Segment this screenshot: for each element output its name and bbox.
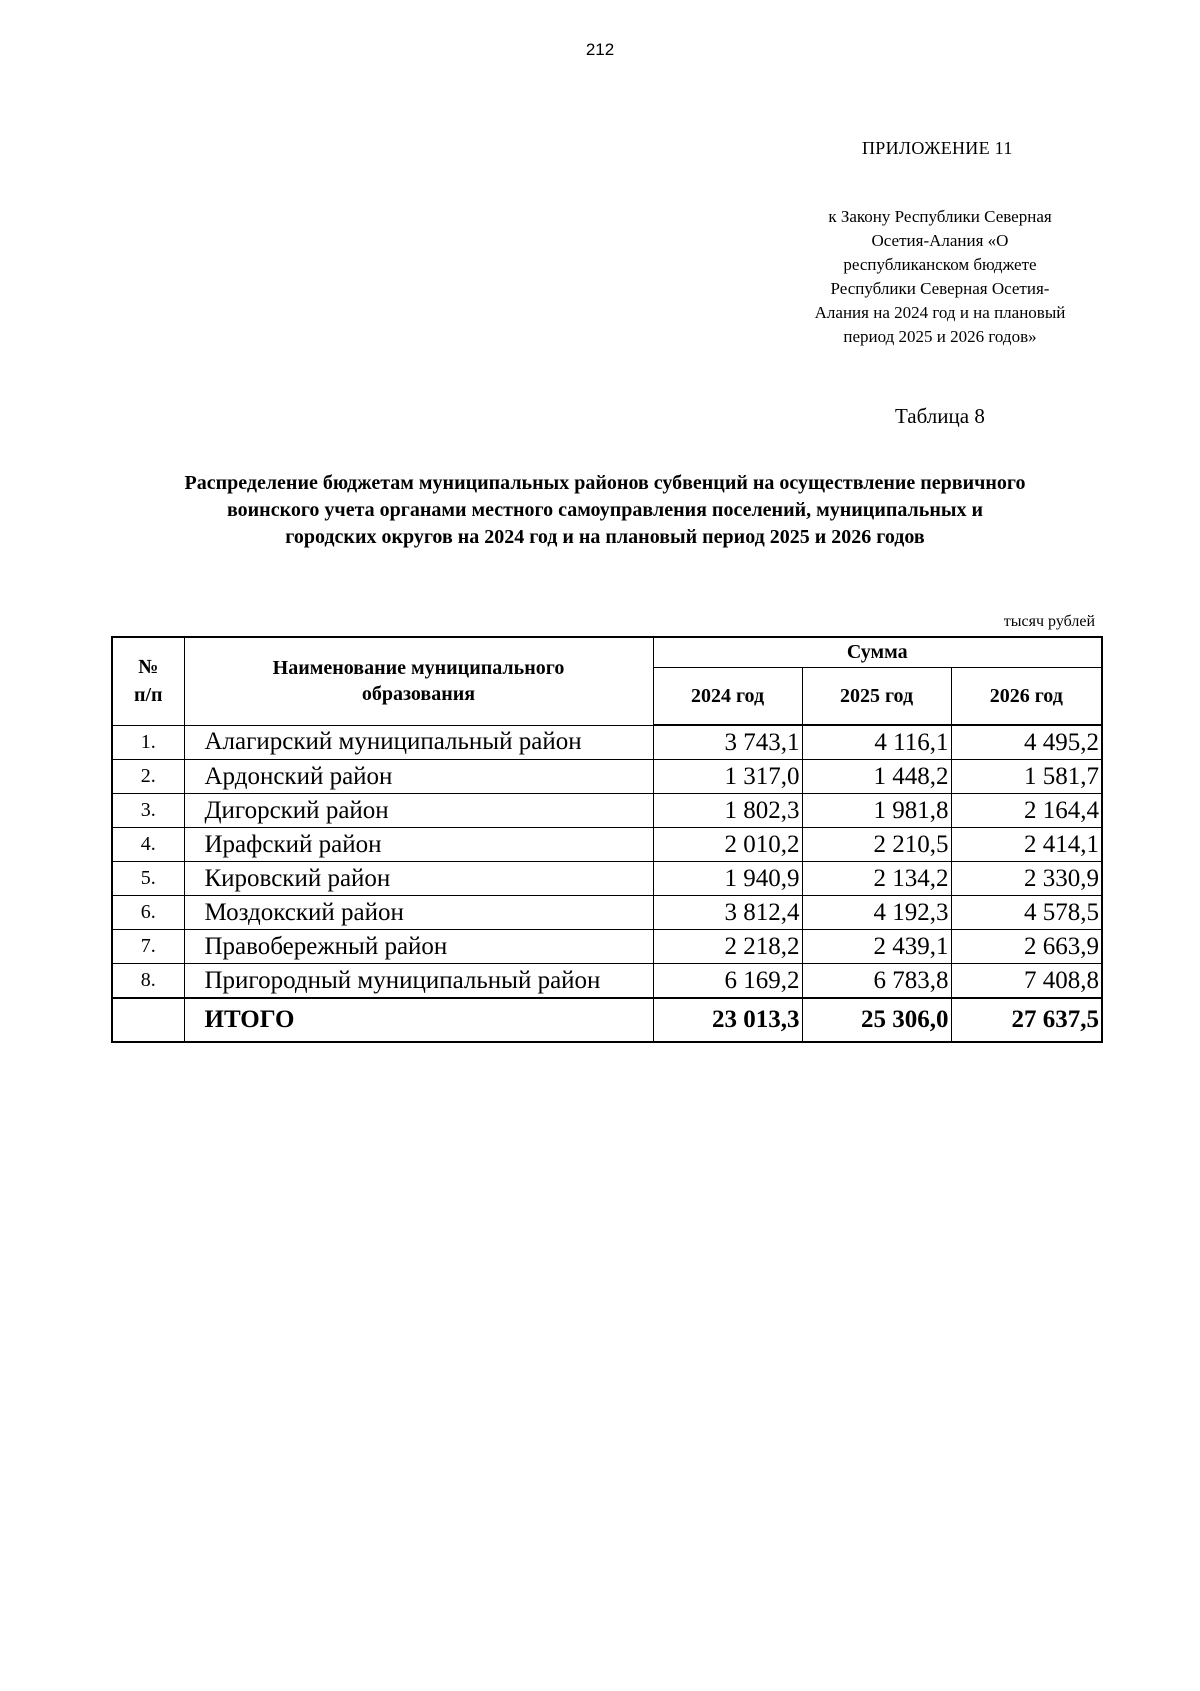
- row-number: 6.: [112, 896, 184, 930]
- row-name: Алагирский муниципальный район: [184, 725, 653, 760]
- header-year-2026: 2026 год: [951, 668, 1102, 726]
- table-row: [112, 930, 1102, 964]
- title-line: Распределение бюджетам муниципальных районов субвенций на осуществление первичного: [184, 472, 1026, 494]
- total-value-2024: 23 013,3: [653, 998, 802, 1042]
- header-sum: Сумма: [653, 637, 1102, 668]
- title-line: воинского учета органами местного самоуправления поселений, муниципальных и: [226, 499, 983, 521]
- row-name: Ирафский район: [184, 828, 653, 862]
- row-value-2024: 6 169,2: [653, 964, 802, 999]
- law-reference: [790, 205, 1090, 349]
- row-value-2024: 2 010,2: [653, 828, 802, 862]
- table-row: [112, 725, 1102, 760]
- row-value-2025: 2 439,1: [802, 930, 951, 964]
- table-row: [112, 760, 1102, 794]
- row-name: Ардонский район: [184, 760, 653, 794]
- row-name: Кировский район: [184, 862, 653, 896]
- row-number: 4.: [112, 828, 184, 862]
- row-value-2024: 1 802,3: [653, 794, 802, 828]
- row-value-2026: 2 330,9: [951, 862, 1102, 896]
- row-value-2025: 2 210,5: [802, 828, 951, 862]
- header-number-line: п/п: [133, 684, 163, 707]
- row-number: 1.: [112, 725, 184, 760]
- row-value-2026: 2 663,9: [951, 930, 1102, 964]
- table-row: [112, 794, 1102, 828]
- row-value-2025: 1 448,2: [802, 760, 951, 794]
- row-value-2026: 7 408,8: [951, 964, 1102, 999]
- row-value-2024: 2 218,2: [653, 930, 802, 964]
- table-row: [112, 862, 1102, 896]
- row-value-2024: 1 940,9: [653, 862, 802, 896]
- row-number: 8.: [112, 964, 184, 999]
- law-reference-line: период 2025 и 2026 годов»: [843, 327, 1037, 346]
- document-title: [110, 470, 1100, 551]
- row-value-2024: 1 317,0: [653, 760, 802, 794]
- row-number: 7.: [112, 930, 184, 964]
- page-number: 212: [585, 40, 615, 59]
- law-reference-line: республиканском бюджете: [843, 255, 1037, 274]
- row-value-2024: 3 812,4: [653, 896, 802, 930]
- row-number: 5.: [112, 862, 184, 896]
- header-year-2024: 2024 год: [653, 668, 802, 726]
- header-name-line: Наименование муниципального: [272, 657, 565, 680]
- appendix-heading: ПРИЛОЖЕНИЕ 11: [862, 138, 1013, 158]
- table-row: [112, 964, 1102, 999]
- header-name-line: образования: [361, 683, 476, 706]
- row-value-2025: 6 783,8: [802, 964, 951, 999]
- row-value-2025: 4 116,1: [802, 725, 951, 760]
- row-value-2026: 4 578,5: [951, 896, 1102, 930]
- law-reference-line: Осетия-Алания «О: [871, 231, 1009, 250]
- row-name: Правобережный район: [184, 930, 653, 964]
- row-name: Пригородный муниципальный район: [184, 964, 653, 999]
- units-label: тысяч рублей: [1003, 613, 1095, 630]
- total-row: [112, 998, 1102, 1042]
- header-name: [184, 637, 653, 725]
- row-name: Дигорский район: [184, 794, 653, 828]
- row-value-2025: 1 981,8: [802, 794, 951, 828]
- subventions-table: [111, 636, 1103, 1043]
- row-number: 3.: [112, 794, 184, 828]
- row-value-2026: 2 414,1: [951, 828, 1102, 862]
- row-value-2024: 3 743,1: [653, 725, 802, 760]
- table-row: [112, 828, 1102, 862]
- total-label: ИТОГО: [184, 998, 653, 1042]
- total-value-2025: 25 306,0: [802, 998, 951, 1042]
- row-name: Моздокский район: [184, 896, 653, 930]
- row-number: 2.: [112, 760, 184, 794]
- header-year-2025: 2025 год: [802, 668, 951, 726]
- title-line: городских округов на 2024 год и на плановый период 2025 и 2026 годов: [285, 526, 925, 548]
- row-value-2025: 4 192,3: [802, 896, 951, 930]
- row-value-2026: 1 581,7: [951, 760, 1102, 794]
- table-label: Таблица 8: [895, 404, 985, 428]
- row-value-2025: 2 134,2: [802, 862, 951, 896]
- table-row: [112, 896, 1102, 930]
- total-number-cell: [112, 998, 184, 1042]
- row-value-2026: 2 164,4: [951, 794, 1102, 828]
- law-reference-line: Алания на 2024 год и на плановый: [814, 303, 1066, 322]
- row-value-2026: 4 495,2: [951, 725, 1102, 760]
- law-reference-line: к Закону Республики Северная: [828, 207, 1052, 226]
- total-value-2026: 27 637,5: [951, 998, 1102, 1042]
- law-reference-line: Республики Северная Осетия-: [830, 279, 1050, 298]
- header-number-line: №: [138, 656, 159, 679]
- header-number: [112, 637, 184, 725]
